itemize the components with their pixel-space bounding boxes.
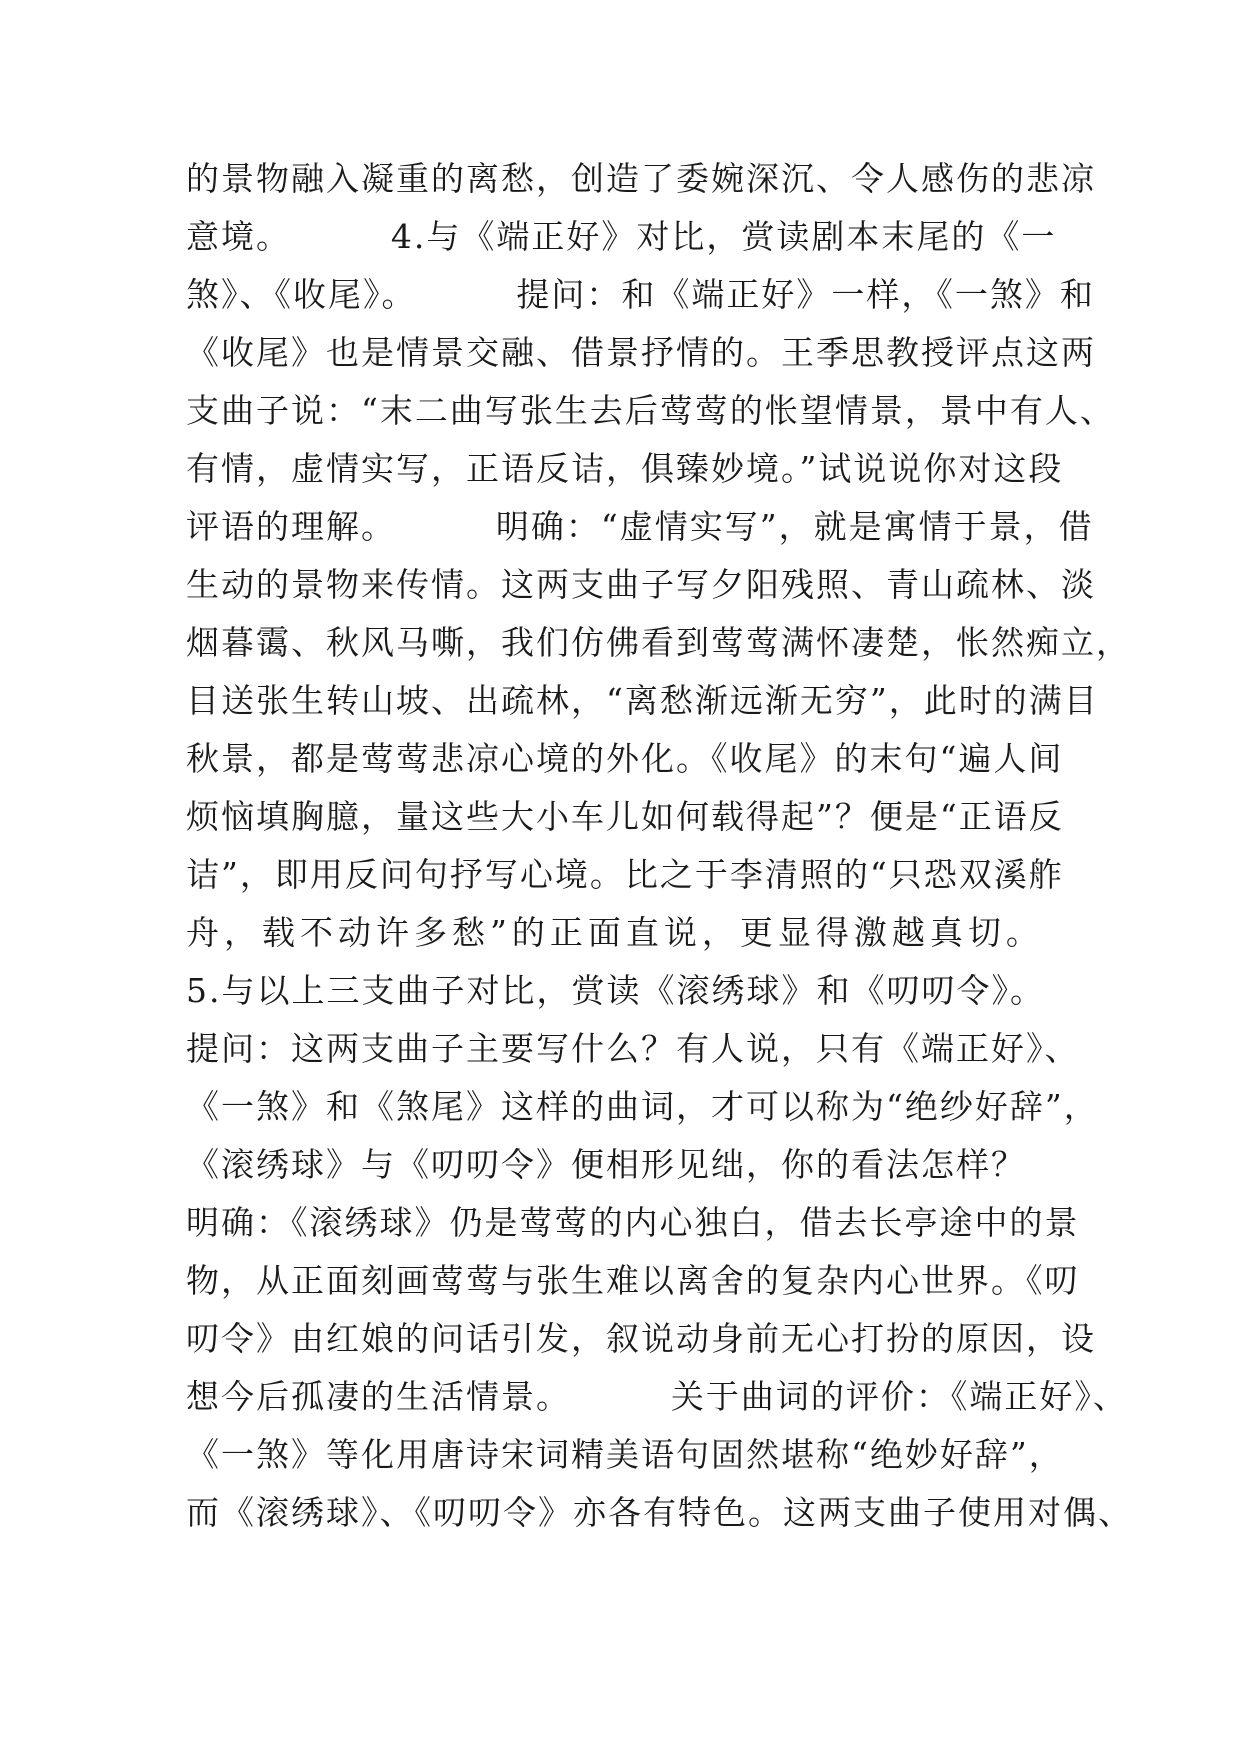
text-line: 煞》、《收尾》。 提问：和《端正好》一样，《一煞》和 xyxy=(186,275,1095,314)
text-line: 目送张生转山坡、出疏林，“离愁渐远渐无穷”，此时的满目 xyxy=(186,681,1099,720)
text-line: 生动的景物来传情。这两支曲子写夕阳残照、青山疏林、淡 xyxy=(186,565,1096,604)
text-line: 支曲子说：“末二曲写张生去后莺莺的怅望情景，景中有人、 xyxy=(186,391,1115,430)
text-line: 提问：这两支曲子主要写什么？有人说，只有《端正好》、 xyxy=(186,1029,1080,1068)
text-line: 舟，载不动许多愁”的正面直说，更显得激越真切。 xyxy=(186,913,1044,952)
text-line: 叨令》由红娘的问话引发，叙说动身前无心打扮的原因，设 xyxy=(186,1319,1096,1358)
text-line: 烦恼填胸臆，量这些大小车儿如何载得起”？便是“正语反 xyxy=(186,797,1064,836)
text-line: 评语的理解。 明确：“虚情实写”，就是寓情于景，借 xyxy=(186,507,1094,546)
text-line: 5.与以上三支曲子对比，赏读《滚绣球》和《叨叨令》。 xyxy=(186,971,1045,1010)
text-line: 《滚绣球》与《叨叨令》便相形见绌，你的看法怎样？ xyxy=(186,1145,1026,1184)
text-line: 秋景，都是莺莺悲凉心境的外化。《收尾》的末句“遍人间 xyxy=(186,739,1064,778)
text-line: 诘”，即用反问句抒写心境。比之于李清照的“只恐双溪舴 xyxy=(186,855,1064,894)
body-text xyxy=(186,150,1133,1542)
text-line: 有情，虚情实写，正语反诘，俱臻妙境。”试说说你对这段 xyxy=(186,449,1064,488)
text-line: 的景物融入凝重的离愁，创造了委婉深沉、令人感伤的悲凉 xyxy=(186,159,1096,198)
text-line: 明确：《滚绣球》仍是莺莺的内心独白，借去长亭途中的景 xyxy=(186,1203,1080,1242)
text-line: 《一煞》和《煞尾》这样的曲词，才可以称为“绝纱好辞”， xyxy=(186,1087,1099,1126)
text-line: 《一煞》等化用唐诗宋词精美语句固然堪称“绝妙好辞”， xyxy=(186,1435,1064,1474)
text-line: 意境。 4.与《端正好》对比，赏读剧本末尾的《一 xyxy=(186,217,1057,256)
text-line: 而《滚绣球》、《叨叨令》亦各有特色。这两支曲子使用对偶、 xyxy=(186,1493,1133,1532)
text-line: 想今后孤凄的生活情景。 关于曲词的评价：《端正好》、 xyxy=(186,1377,1128,1416)
text-line: 物，从正面刻画莺莺与张生难以离舍的复杂内心世界。《叨 xyxy=(186,1261,1080,1300)
text-line: 烟暮霭、秋风马嘶，我们仿佛看到莺莺满怀凄楚，怅然痴立， xyxy=(186,623,1131,662)
text-line: 《收尾》也是情景交融、借景抒情的。王季思教授评点这两 xyxy=(186,333,1096,372)
